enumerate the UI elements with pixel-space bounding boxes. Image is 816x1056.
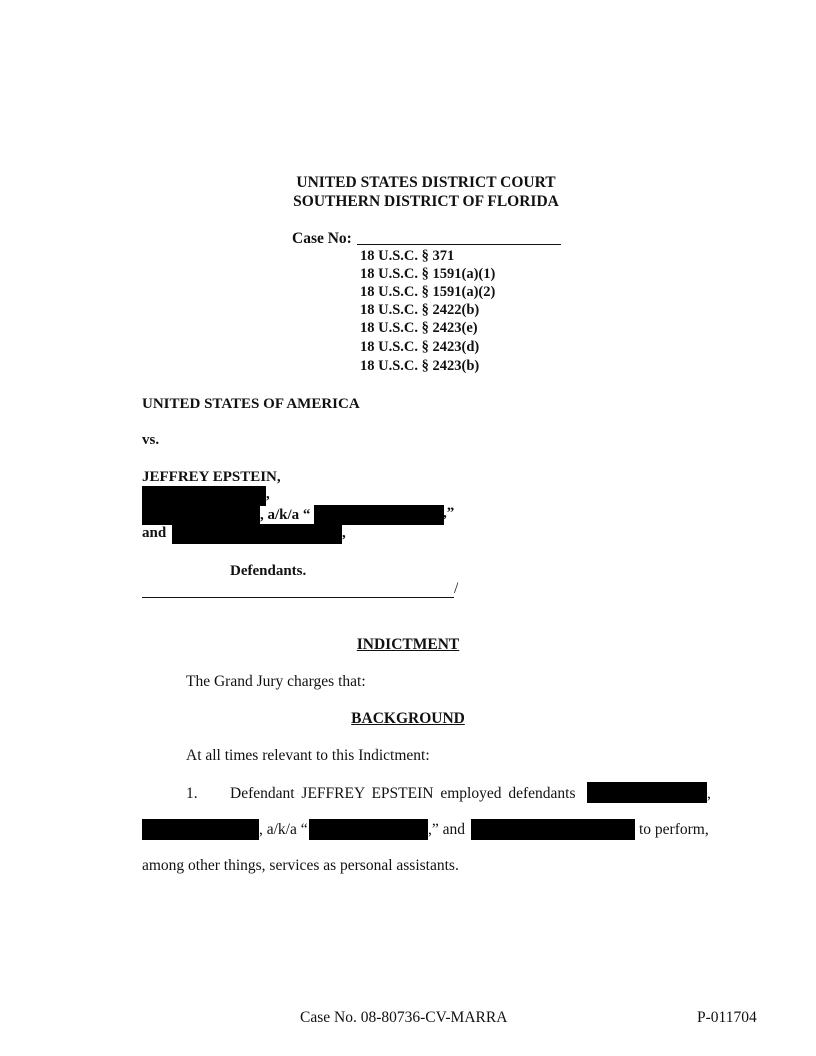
caption-trailing-comma: , — [342, 525, 346, 541]
statute-item: 18 U.S.C. § 1591(a)(1) — [360, 266, 496, 282]
defendant-name: JEFFREY EPSTEIN, — [142, 469, 281, 485]
paragraph-comma: , — [707, 785, 711, 802]
redaction-block — [142, 505, 260, 525]
statute-item: 18 U.S.C. § 371 — [360, 248, 455, 264]
statute-item: 18 U.S.C. § 2422(b) — [360, 302, 480, 318]
aka-open: , a/k/a “ — [260, 507, 311, 523]
background-title: BACKGROUND — [351, 710, 465, 727]
redaction-block — [587, 782, 707, 803]
statute-item: 18 U.S.C. § 2423(e) — [360, 320, 478, 336]
footer-case-number: Case No. 08-80736-CV-MARRA — [300, 1009, 508, 1026]
grand-jury-text: The Grand Jury charges that: — [186, 673, 366, 690]
paragraph-line-1: Defendant JEFFREY EPSTEIN employed defendants — [230, 785, 576, 802]
court-district: SOUTHERN DISTRICT OF FLORIDA — [293, 193, 559, 210]
statute-item: 18 U.S.C. § 2423(d) — [360, 339, 480, 355]
case-no-label: Case No: — [292, 230, 352, 247]
redaction-block — [471, 819, 635, 840]
paragraph-and: ,” and — [428, 821, 466, 838]
defendants-label: Defendants. — [230, 563, 307, 579]
redaction-block — [172, 524, 342, 544]
versus-label: vs. — [142, 432, 160, 448]
aka-close: ,” — [443, 505, 455, 521]
redaction-block — [142, 819, 259, 840]
statute-item: 18 U.S.C. § 1591(a)(2) — [360, 284, 496, 300]
paragraph-number: 1. — [186, 785, 198, 802]
paragraph-line-3: among other things, services as personal assistants. — [142, 857, 459, 874]
plaintiff-name: UNITED STATES OF AMERICA — [142, 396, 360, 412]
relevant-times-text: At all times relevant to this Indictment: — [186, 747, 430, 764]
caption-comma: , — [266, 486, 270, 502]
caption-and: and — [142, 525, 167, 541]
footer-page-id: P-011704 — [697, 1009, 757, 1026]
redaction-block — [314, 505, 444, 525]
case-no-blank-line — [357, 229, 561, 245]
paragraph-to-perform: to perform, — [639, 821, 709, 838]
redaction-block — [309, 819, 428, 840]
caption-slash: / — [454, 580, 459, 597]
statute-item: 18 U.S.C. § 2423(b) — [360, 358, 480, 374]
redaction-block — [142, 486, 266, 506]
court-name: UNITED STATES DISTRICT COURT — [296, 174, 556, 191]
indictment-title: INDICTMENT — [356, 636, 460, 653]
paragraph-aka: , a/k/a “ — [259, 821, 308, 838]
caption-underline — [142, 582, 454, 598]
